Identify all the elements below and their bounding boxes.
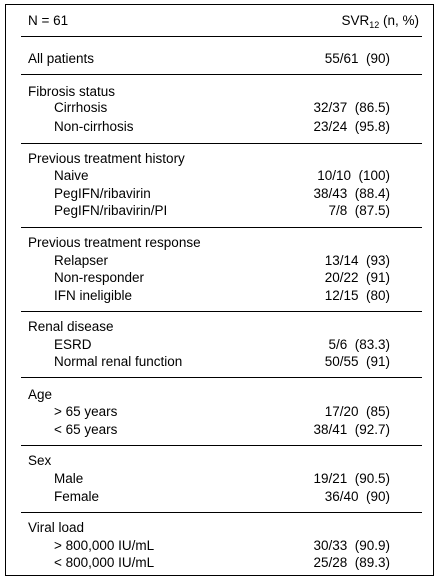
row-label: Non-responder <box>54 270 145 285</box>
table-row <box>6 537 433 555</box>
table-row <box>6 202 433 220</box>
table-row <box>6 488 433 506</box>
table-row <box>6 99 433 117</box>
group-heading <box>6 318 433 336</box>
table-row <box>6 470 433 488</box>
group-heading <box>6 519 433 537</box>
table-row <box>6 118 433 136</box>
row-label: Naive <box>54 168 89 183</box>
svr-text: SVR <box>341 13 370 28</box>
row-value: 32/37 (86.5) <box>313 100 390 115</box>
row-value: 55/61 (90) <box>324 51 390 66</box>
row-value: 7/8 (87.5) <box>328 203 390 218</box>
table-row <box>6 353 433 371</box>
divider <box>21 512 422 513</box>
row-value: 17/20 (85) <box>324 404 390 419</box>
row-value: 19/21 (90.5) <box>313 471 390 486</box>
row-label: Non-cirrhosis <box>54 119 134 134</box>
table-row <box>6 421 433 439</box>
divider <box>21 445 422 446</box>
table-row <box>6 185 433 203</box>
row-label: Female <box>54 489 100 504</box>
row-label: < 65 years <box>54 422 118 437</box>
svr-column-header <box>341 12 419 30</box>
divider <box>21 311 422 312</box>
divider <box>21 377 422 378</box>
table-header-row <box>6 12 433 30</box>
row-value: 10/10 (100) <box>317 168 390 183</box>
row-label: Normal renal function <box>54 354 183 369</box>
group-heading <box>6 386 433 404</box>
svr-unit-text: (n, %) <box>379 13 419 28</box>
row-label: < 800,000 IU/mL <box>54 555 155 570</box>
group-heading <box>6 150 433 168</box>
table-row <box>6 287 433 305</box>
table-row <box>6 403 433 421</box>
row-label: PegIFN/ribavirin <box>54 186 151 201</box>
row-label: PegIFN/ribavirin/PI <box>54 203 168 218</box>
group-label: Viral load <box>28 520 85 535</box>
table-row <box>6 50 433 68</box>
group-label: Fibrosis status <box>28 84 116 99</box>
row-value: 36/40 (90) <box>324 489 390 504</box>
row-value: 38/43 (88.4) <box>313 186 390 201</box>
row-label: Relapser <box>54 253 109 268</box>
row-value: 12/15 (80) <box>324 288 390 303</box>
row-label: ESRD <box>54 337 92 352</box>
table-row <box>6 269 433 287</box>
table-row <box>6 554 433 572</box>
row-label: > 65 years <box>54 404 118 419</box>
divider <box>21 227 422 228</box>
table-row <box>6 336 433 354</box>
row-value: 13/14 (93) <box>324 253 390 268</box>
table-row <box>6 167 433 185</box>
group-label: Age <box>28 387 53 402</box>
group-heading <box>6 234 433 252</box>
svr-subscript: 12 <box>369 20 380 30</box>
row-value: 25/28 (89.3) <box>313 555 390 570</box>
divider <box>21 36 422 37</box>
divider <box>21 74 422 75</box>
row-value: 30/33 (90.9) <box>313 538 390 553</box>
row-value: 50/55 (91) <box>324 354 390 369</box>
n-label: N = 61 <box>28 13 69 28</box>
table-row <box>6 252 433 270</box>
group-heading <box>6 452 433 470</box>
group-label: Sex <box>28 453 52 468</box>
row-label: > 800,000 IU/mL <box>54 538 155 553</box>
row-label: Cirrhosis <box>54 100 108 115</box>
row-value: 23/24 (95.8) <box>313 119 390 134</box>
group-label: Previous treatment response <box>28 235 201 250</box>
row-label: All patients <box>28 51 95 66</box>
row-value: 5/6 (83.3) <box>328 337 390 352</box>
row-label: Male <box>54 471 84 486</box>
row-value: 38/41 (92.7) <box>313 422 390 437</box>
results-table <box>5 4 434 576</box>
group-label: Renal disease <box>28 319 114 334</box>
divider <box>21 143 422 144</box>
row-label: IFN ineligible <box>54 288 133 303</box>
group-label: Previous treatment history <box>28 151 185 166</box>
row-value: 20/22 (91) <box>324 270 390 285</box>
